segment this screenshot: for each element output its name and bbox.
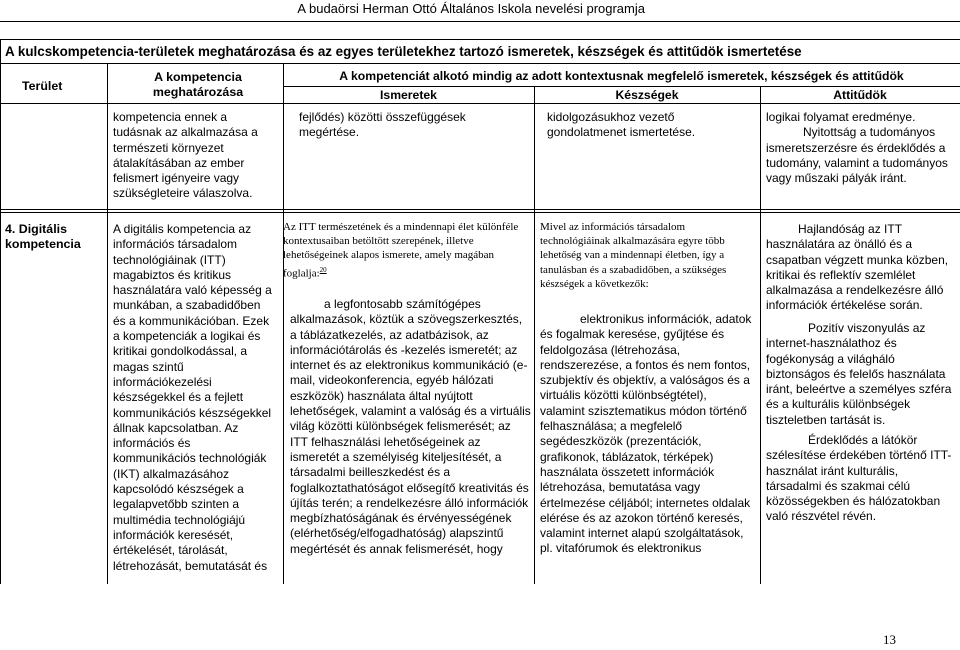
- vline-meghat: [283, 63, 284, 584]
- row2-ismeretek-intro-text: Az ITT természetének és a mindennapi élet különféle kontextusaiban betöltött szerepének, illetve lehetőségeinek alapos ismerete, amely magában foglalja:: [283, 221, 519, 280]
- row2-attitudok-p2: Pozitív viszonyulás az internet-használathoz és fogékonyság a világháló biztonságos és felelős használata iránt, beleértve a személyes szféra és a kulturális különbségek tiszteletben tartását is.: [766, 321, 952, 427]
- row2-meghatarozas: A digitális kompetencia az információs társadalom technológiáinak (ITT) magabiztos és kritikus használatára való képesség a munkában, a szabadidőben és a kommunikációban. Ezek a kompetenciák a logikai és kritikai gondolkodással, a magas szintű információkezelési készségekkel és a fejlett kommunikációs készségekkel állnak kapcsolatban. Az információs és kommunikációs technológiák (IKT) alkalmazásához kapcsolódó készségek a legalapvetőbb szinten a multimédia technológiájú információk keresését, értékelését, tárolását, létrehozását, bemutatását és: [113, 222, 272, 573]
- col-header-keszsegek: Készségek: [615, 88, 679, 102]
- row2-keszsegek-list: elektronikus információk, adatok és fogalmak keresése, gyűjtése és feldolgozása (létrehozása, rendszerezése, a fontos és nem fontos, szubjektív és objektív, a valóságos és a virtuális közötti különbségtétel), valamint szisztematikus módon történő felhasználása; a megfelelő segédeszközök (prezentációk, grafikonok, táblázatok, térképek) használata összetett információk létrehozása, bemutatása vagy értelmezése céljából; internetes oldalak elérése és az azokon történő keresés, valamint internet alapú szolgáltatások, pl. vitafórumok és elektronikus: [540, 312, 752, 556]
- col-header-meghatarozas: [112, 70, 284, 101]
- vline-ismeretek: [534, 86, 535, 584]
- col-header-terulet: Terület: [22, 79, 63, 93]
- col-header-ismeretek: Ismeretek: [380, 88, 437, 102]
- col-header-group: A kompetenciát alkotó mindig az adott kontextusnak megfelelő ismeretek, készségek és attitűdök: [339, 69, 904, 83]
- header-rule: [0, 21, 960, 22]
- header-title: A budaörsi Herman Ottó Általános Iskola nevelési programja: [297, 1, 645, 16]
- row2-ismeretek-list: a legfontosabb számítógépes alkalmazások, köztük a szövegszerkesztés, a táblázatkezelés, az adatbázisok, az információtárolás és -kezelés ismeretét; az internet és az elektronikus kommunikáció (e-mail, videokonferencia, egyéb hálózati eszközök) használata által nyújtott lehetőségek, valamint a valóság és a virtuális világ közötti különbségek felismerését; az ITT felhasználási lehetőségeinek az ismeretét a személyiség kiteljesítését, a társadalmi beilleszkedést és a foglalkoztathatóságot elősegítő kreativitás és újítás terén; a rendelkezésre álló információk megbízhatóságának és érvényességének (elérhetőség/elfogadhatóság) alapszintű megértését és annak felismerését, hogy: [290, 297, 531, 556]
- vline-keszsegek: [760, 86, 761, 584]
- page-number: 13: [883, 632, 896, 647]
- row1-meghatarozas: kompetencia ennek a tudásnak az alkalmazása a természeti környezet átalakításában az ember felismert igényeire vagy szükségleteire válaszolva.: [113, 110, 258, 201]
- vline-terulet: [107, 63, 108, 584]
- table-top-border: [0, 39, 960, 40]
- col-header-attitudok: Attitűdök: [833, 88, 887, 102]
- row2-ismeretek-intro: [283, 220, 529, 280]
- row2-attitudok-p3: Érdeklődés a látókör szélesítése érdekében történő ITT-használat iránt kulturális, társadalmi és szakmai célú közösségekben és hálózatokban való részvétel révén.: [766, 433, 952, 524]
- col-header-meghatarozas-line1: A kompetencia: [154, 70, 242, 84]
- vline-left: [0, 39, 1, 584]
- row1-bottom-border: [0, 209, 960, 210]
- row2-attitudok-p1: Hajlandóság az ITT használatára az önálló és a csapatban végzett munka közben, kritikai és reflektív szemlélet alkalmazása a rendelkezésre álló információk értékelése során.: [766, 222, 949, 313]
- row2-terulet: 4. Digitális kompetencia: [5, 222, 81, 252]
- row1-attitudok-text: Nyitottság a tudományos ismeretszerzésre és érdeklődés a tudomány, valamint a tudományos vagy műszaki pályák iránt.: [766, 125, 948, 186]
- table-title: A kulcskompetencia-területek meghatározása és az egyes területekhez tartozó ismeretek, készségek és attitűdök ismertetése: [5, 44, 802, 59]
- footnote-marker: 20: [319, 265, 327, 274]
- row1-ismeretek: fejlődés) közötti összefüggések megértése.: [299, 110, 466, 140]
- row2-top-border: [0, 212, 960, 213]
- table-title-border: [0, 63, 960, 64]
- col-header-meghatarozas-line2: meghatározása: [152, 85, 244, 100]
- header-group-border: [283, 86, 960, 87]
- row1-attitudok-line1: logikai folyamat eredménye.: [766, 110, 916, 124]
- row2-keszsegek-intro: Mivel az információs társadalom technológiáinak alkalmazására egyre több lehetőség van a mindennapi életben, így a tanulásban és a szabadidőben, a szükséges készségek a következők:: [540, 221, 727, 290]
- row1-keszsegek: kidolgozásukhoz vezető gondolatmenet ismertetése.: [547, 110, 696, 140]
